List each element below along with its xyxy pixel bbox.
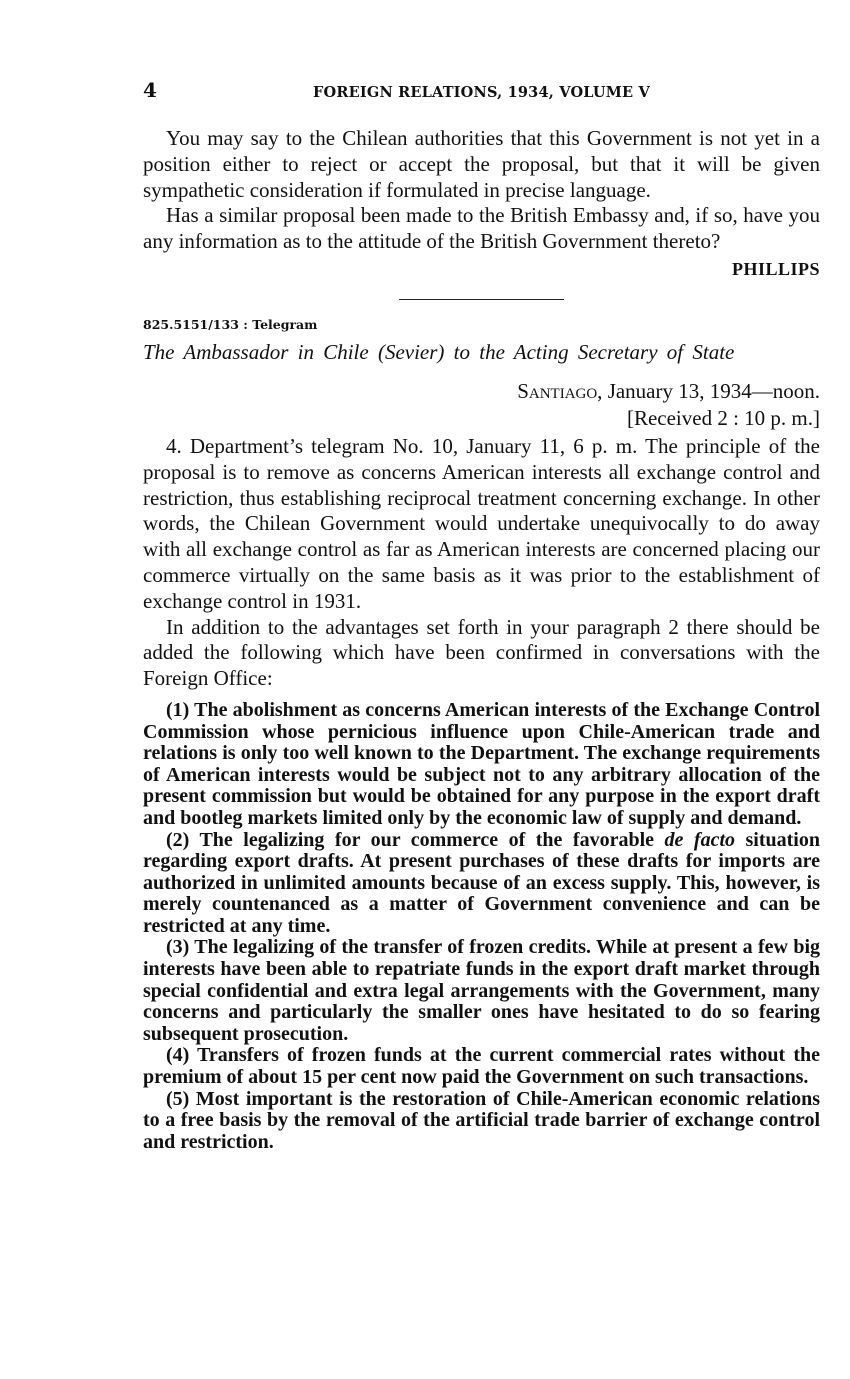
list-item-1: (1) The abolishment as concerns American interests of the Exchange Control Commission whose pernicious influence upon Chile-American trade and relations is only too well known to the Department. The exchange requirements of American interests would be subject not to any arbitrary allocation of the present commission but would be obtained for any purpose in the export draft and bootleg markets limited only by the economic law of supply and demand. [143, 698, 820, 829]
list-item-4: (4) Transfers of frozen funds at the current commercial rates without the premium of about 15 per cent now paid the Government on such transactions. [143, 1044, 820, 1089]
date: January 13, 1934—noon. [607, 378, 820, 403]
place-name: Santiago, [517, 378, 603, 403]
advantages-list [143, 700, 820, 1153]
list-item-5: (5) Most important is the restoration of Chile-American economic relations to a free basis by the removal of the artificial trade barrier of exchange control and restriction. [143, 1087, 820, 1153]
file-reference: 825.5151/133 : Telegram [143, 316, 318, 332]
date-line [143, 378, 820, 405]
message-paragraph-2: In addition to the advantages set forth in your paragraph 2 there should be added the following which have been confirmed in conversations with the Foreign Office: [143, 614, 820, 691]
dateline [143, 378, 820, 432]
page-number: 4 [143, 78, 158, 102]
document-heading: The Ambassador in Chile (Sevier) to the Acting Secretary of State [143, 339, 735, 364]
list-item-2 [143, 830, 820, 938]
message-paragraph-1: 4. Department’s telegram No. 10, January 11, 6 p. m. The principle of the proposal is to remove as concerns American interests all exchange control and restriction, thus establishing reciprocal treatment concerning exchange. In other words, the Chilean Government would undertake unequivocally to do away with all exchange control as far as American interests are concerned placing our commerce virtually on the same basis as it was prior to the establishment of exchange control in 1931. [143, 433, 820, 613]
signature-text: PHILLIPS [731, 258, 820, 279]
signature [143, 259, 820, 280]
list-item-2-text-end: situation regarding export drafts. At present purchases of these drafts for imports are authorized in unlimited amounts because of an excess supply. This, however, is merely countenanced as a matter of Government convenience and can be restricted at any time. [143, 828, 820, 937]
section-divider [399, 299, 564, 300]
previous-paragraph-1: You may say to the Chilean authorities that this Government is not yet in a position either to reject or accept the proposal, but that it will be given sympathetic consideration if formulated in precise language. [143, 126, 820, 202]
received-note: [Received 2 : 10 p. m.] [626, 405, 820, 430]
previous-paragraph-2: Has a similar proposal been made to the British Embassy and, if so, have you any information as to the attitude of the British Government thereto? [143, 203, 820, 254]
running-header [143, 78, 820, 106]
list-item-3: (3) The legalizing of the transfer of frozen credits. While at present a few big interests have been able to repatriate funds in the export draft market through special confidential and extra legal arrangements with the Government, many concerns and particularly the smaller ones have hesitated to do so fearing subsequent prosecution. [143, 936, 820, 1045]
document-page [143, 78, 820, 1153]
list-item-2-text-start: (2) The legalizing for our commerce of the favorable [166, 828, 665, 851]
italic-term: de facto [664, 828, 736, 851]
running-title: FOREIGN RELATIONS, 1934, VOLUME V [313, 84, 650, 101]
